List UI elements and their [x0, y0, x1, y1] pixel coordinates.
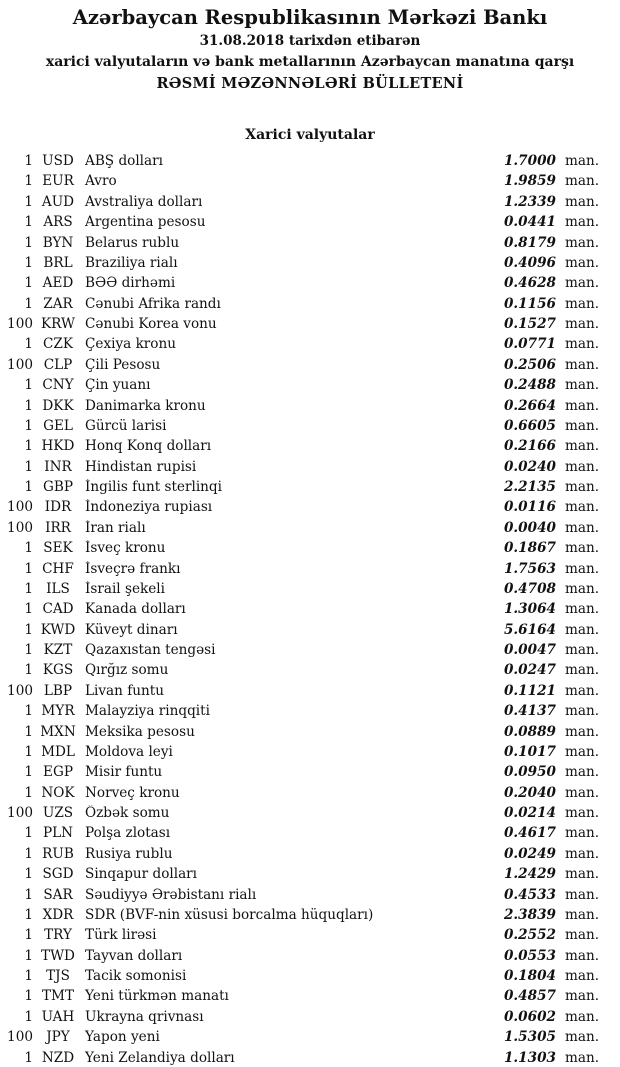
currency-code: TMT	[41, 988, 75, 1005]
rate-value: 0.2040	[503, 784, 556, 801]
currency-code: CZK	[42, 336, 73, 353]
rate-value: 0.2166	[503, 438, 556, 455]
currency-code: CNY	[42, 377, 74, 394]
rate-value: 0.2506	[503, 356, 556, 373]
currency-code: RUB	[42, 845, 74, 862]
quantity: 1	[24, 764, 33, 781]
currency-name: Livan funtu	[85, 682, 164, 699]
quantity: 1	[24, 540, 33, 557]
currency-row-sek	[0, 540, 620, 560]
currency-code: CAD	[42, 601, 74, 618]
quantity: 1	[24, 601, 33, 618]
currency-name: Braziliya rialı	[85, 254, 178, 271]
currency-code: BRL	[43, 254, 73, 271]
currency-code: MYR	[41, 703, 75, 720]
unit-label: man.	[565, 499, 600, 516]
rate-value: 0.2664	[503, 397, 556, 414]
rate-value: 0.0247	[503, 662, 556, 679]
currency-name: Səudiyyə Ərəbistanı rialı	[85, 886, 257, 903]
currency-code: KWD	[40, 621, 76, 638]
unit-label: man.	[565, 479, 600, 495]
currency-code: XDR	[42, 906, 74, 923]
unit-label: man.	[565, 214, 600, 231]
quantity: 100	[7, 805, 33, 821]
currency-row-zar	[0, 296, 620, 316]
currency-code: IRR	[45, 519, 71, 536]
rate-value: 0.1156	[503, 295, 556, 312]
quantity: 1	[24, 1008, 33, 1025]
rate-value: 1.2429	[503, 866, 556, 883]
currency-row-xdr	[0, 907, 620, 927]
unit-label: man.	[565, 1029, 600, 1046]
unit-label: man.	[565, 703, 600, 720]
quantity: 1	[24, 968, 33, 984]
bulletin-title: RƏSMİ MƏZƏNNƏLƏRİ BÜLLETENİ	[156, 75, 464, 92]
currency-row-czk	[0, 336, 620, 356]
currency-row-kzt	[0, 642, 620, 662]
currency-row-pln	[0, 825, 620, 845]
currency-row-egp	[0, 764, 620, 784]
unit-label: man.	[565, 988, 600, 1005]
currency-code: SEK	[43, 540, 73, 557]
exchange-rates-table	[0, 153, 620, 1067]
unit-label: man.	[565, 927, 600, 944]
rate-value: 0.1804	[503, 968, 556, 984]
quantity: 1	[24, 560, 33, 577]
currency-name: Yapon yeni	[85, 1029, 160, 1046]
currency-row-nok	[0, 785, 620, 805]
currency-row-rub	[0, 846, 620, 866]
currency-row-sgd	[0, 866, 620, 886]
currency-code: LBP	[43, 682, 73, 699]
currency-row-chf	[0, 561, 620, 581]
currency-code: ZAR	[43, 295, 73, 312]
currency-name: Malayziya rinqqiti	[85, 703, 210, 720]
currency-row-uah	[0, 1009, 620, 1029]
unit-label: man.	[565, 743, 600, 760]
quantity: 1	[24, 723, 33, 740]
currency-name: Sinqapur dolları	[85, 866, 198, 883]
currency-row-inr	[0, 459, 620, 479]
currency-row-cad	[0, 601, 620, 621]
rate-value: 0.1121	[503, 682, 556, 699]
currency-name: Türk lirəsi	[85, 927, 157, 944]
quantity: 1	[24, 1049, 33, 1066]
rate-value: 0.0553	[503, 947, 556, 964]
rate-value: 0.0771	[503, 336, 556, 353]
rate-value: 0.1527	[503, 316, 556, 332]
rate-value: 1.3064	[503, 601, 556, 618]
currency-row-kwd	[0, 622, 620, 642]
currency-code: EGP	[43, 764, 73, 781]
currency-name: İsrail şekeli	[85, 580, 165, 597]
currency-row-jpy	[0, 1029, 620, 1049]
currency-code: ILS	[46, 580, 70, 597]
unit-label: man.	[565, 580, 600, 597]
currency-code: DKK	[42, 397, 74, 414]
rate-value: 5.6164	[503, 621, 556, 638]
rate-value: 0.4096	[503, 254, 556, 271]
quantity: 1	[24, 377, 33, 394]
rate-value: 0.0040	[503, 519, 556, 536]
currency-row-ars	[0, 214, 620, 234]
currency-code: GEL	[43, 417, 73, 434]
currency-row-tmt	[0, 988, 620, 1008]
unit-label: man.	[565, 845, 600, 862]
currency-row-irr	[0, 520, 620, 540]
quantity: 1	[24, 906, 33, 923]
unit-label: man.	[565, 377, 600, 394]
currency-code: AUD	[41, 193, 75, 210]
currency-row-ils	[0, 581, 620, 601]
unit-label: man.	[565, 906, 600, 923]
unit-label: man.	[565, 275, 600, 292]
currency-row-mxn	[0, 724, 620, 744]
currency-name: Özbək somu	[85, 805, 170, 821]
currency-row-mdl	[0, 744, 620, 764]
quantity: 1	[24, 397, 33, 414]
currency-name: Yeni Zelandiya dolları	[85, 1049, 235, 1066]
currency-row-krw	[0, 316, 620, 336]
quantity: 100	[7, 316, 33, 332]
unit-label: man.	[565, 417, 600, 434]
unit-label: man.	[565, 1008, 600, 1025]
currency-row-kgs	[0, 662, 620, 682]
currency-code: JPY	[46, 1029, 70, 1046]
unit-label: man.	[565, 886, 600, 903]
currency-name: Ukrayna qrivnası	[85, 1008, 204, 1025]
rate-value: 0.2488	[503, 377, 556, 394]
quantity: 1	[24, 458, 33, 475]
currency-code: UZS	[42, 805, 74, 821]
unit-label: man.	[565, 295, 600, 312]
currency-name: İndoneziya rupiası	[85, 499, 213, 516]
currency-code: KZT	[43, 642, 73, 658]
unit-label: man.	[565, 193, 600, 210]
currency-row-gel	[0, 418, 620, 438]
currency-name: Qazaxıstan tengəsi	[85, 642, 216, 658]
rate-value: 0.0441	[503, 214, 556, 231]
currency-code: NZD	[41, 1049, 75, 1066]
unit-label: man.	[565, 397, 600, 414]
currency-name: Avstraliya dolları	[85, 193, 203, 210]
currency-code: TWD	[41, 947, 75, 964]
currency-row-byn	[0, 235, 620, 255]
currency-name: Rusiya rublu	[85, 845, 173, 862]
unit-label: man.	[565, 1049, 600, 1066]
currency-name: SDR (BVF-nin xüsusi borcalma hüquqları)	[85, 906, 374, 923]
currency-name: Kanada dolları	[85, 601, 186, 618]
quantity: 1	[24, 234, 33, 251]
currency-name: Cənubi Korea vonu	[85, 316, 217, 332]
currency-name: Moldova leyi	[85, 743, 173, 760]
unit-label: man.	[565, 519, 600, 536]
currency-row-eur	[0, 173, 620, 193]
currency-row-brl	[0, 255, 620, 275]
rate-value: 0.4857	[503, 988, 556, 1005]
currency-code: UAH	[41, 1008, 75, 1025]
rate-value: 0.0889	[503, 723, 556, 740]
currency-name: Avro	[85, 173, 117, 190]
unit-label: man.	[565, 621, 600, 638]
currency-name: Qırğız somu	[85, 662, 169, 679]
rate-value: 0.4628	[503, 275, 556, 292]
currency-code: AED	[42, 275, 74, 292]
rate-value: 1.9859	[503, 173, 556, 190]
unit-label: man.	[565, 356, 600, 373]
quantity: 100	[7, 519, 33, 536]
currency-name: İngilis funt sterlinqi	[85, 479, 222, 495]
currency-name: İran rialı	[85, 519, 146, 536]
quantity: 1	[24, 214, 33, 231]
currency-name: Hindistan rupisi	[85, 458, 197, 475]
quantity: 100	[7, 682, 33, 699]
unit-label: man.	[565, 968, 600, 984]
unit-label: man.	[565, 336, 600, 353]
rate-value: 0.2552	[503, 927, 556, 944]
rate-value: 0.4533	[503, 886, 556, 903]
quantity: 1	[24, 621, 33, 638]
rate-value: 1.7000	[503, 153, 556, 169]
currency-name: Tayvan dolları	[85, 947, 183, 964]
unit-label: man.	[565, 682, 600, 699]
quantity: 1	[24, 295, 33, 312]
quantity: 1	[24, 927, 33, 944]
rate-value: 0.0950	[503, 764, 556, 781]
currency-row-lbp	[0, 683, 620, 703]
currency-code: NOK	[41, 784, 75, 801]
unit-label: man.	[565, 947, 600, 964]
currency-code: INR	[44, 458, 72, 475]
currency-name: Argentina pesosu	[85, 214, 206, 231]
currency-code: USD	[42, 153, 74, 169]
section-title-foreign-currencies: Xarici valyutalar	[245, 127, 375, 143]
unit-label: man.	[565, 438, 600, 455]
rate-value: 0.0116	[503, 499, 556, 516]
currency-code: SGD	[42, 866, 74, 883]
unit-label: man.	[565, 458, 600, 475]
unit-label: man.	[565, 825, 600, 842]
effective-date-line: 31.08.2018 tarixdən etibarən	[199, 33, 421, 49]
currency-name: Cənubi Afrika randı	[85, 295, 221, 312]
unit-label: man.	[565, 601, 600, 618]
unit-label: man.	[565, 560, 600, 577]
unit-label: man.	[565, 784, 600, 801]
bank-title: Azərbaycan Respublikasının Mərkəzi Bankı	[72, 6, 548, 29]
currency-code: CHF	[42, 560, 74, 577]
quantity: 1	[24, 886, 33, 903]
rate-value: 1.5305	[503, 1029, 556, 1046]
currency-code: KRW	[40, 316, 76, 332]
unit-label: man.	[565, 764, 600, 781]
currency-row-aud	[0, 194, 620, 214]
quantity: 1	[24, 173, 33, 190]
quantity: 1	[24, 254, 33, 271]
quantity: 1	[24, 275, 33, 292]
currency-name: İsveç kronu	[85, 540, 166, 557]
rate-value: 0.6605	[503, 417, 556, 434]
currency-name: Meksika pesosu	[85, 723, 195, 740]
currency-name: Küveyt dinarı	[85, 621, 178, 638]
currency-row-idr	[0, 499, 620, 519]
currency-name: Danimarka kronu	[85, 397, 206, 414]
unit-label: man.	[565, 540, 600, 557]
rate-value: 0.0214	[503, 805, 556, 821]
currency-name: Çili Pesosu	[85, 356, 161, 373]
currency-name: İsveçrə frankı	[85, 560, 181, 577]
currency-name: Polşa zlotası	[85, 825, 171, 842]
currency-row-usd	[0, 153, 620, 173]
rate-value: 2.3839	[503, 906, 556, 923]
quantity: 1	[24, 193, 33, 210]
rate-value: 1.2339	[503, 193, 556, 210]
unit-label: man.	[565, 234, 600, 251]
currency-name: Yeni türkmən manatı	[85, 988, 229, 1005]
quantity: 1	[24, 417, 33, 434]
currency-code: IDR	[44, 499, 72, 516]
quantity: 1	[24, 642, 33, 658]
currency-row-aed	[0, 275, 620, 295]
unit-label: man.	[565, 662, 600, 679]
currency-code: PLN	[42, 825, 74, 842]
currency-row-twd	[0, 948, 620, 968]
currency-row-try	[0, 927, 620, 947]
quantity: 1	[24, 703, 33, 720]
quantity: 1	[24, 153, 33, 169]
currency-code: SAR	[43, 886, 73, 903]
currency-code: GBP	[43, 479, 73, 495]
currency-code: TJS	[46, 968, 70, 984]
currency-name: Gürcü larisi	[85, 417, 167, 434]
unit-label: man.	[565, 642, 600, 658]
quantity: 1	[24, 580, 33, 597]
rate-value: 0.0240	[503, 458, 556, 475]
currency-name: Tacik somonisi	[85, 968, 187, 984]
currency-name: Misir funtu	[85, 764, 163, 781]
currency-row-myr	[0, 703, 620, 723]
currency-name: Belarus rublu	[85, 234, 180, 251]
quantity: 1	[24, 743, 33, 760]
currency-row-clp	[0, 357, 620, 377]
currency-row-gbp	[0, 479, 620, 499]
currency-row-dkk	[0, 398, 620, 418]
currency-code: MDL	[41, 743, 75, 760]
quantity: 1	[24, 947, 33, 964]
rate-value: 0.4708	[503, 580, 556, 597]
quantity: 100	[7, 499, 33, 516]
currency-row-sar	[0, 887, 620, 907]
currency-name: Honq Konq dolları	[85, 438, 212, 455]
quantity: 1	[24, 336, 33, 353]
currency-name: Norveç kronu	[85, 784, 180, 801]
quantity: 1	[24, 825, 33, 842]
quantity: 100	[7, 356, 33, 373]
quantity: 1	[24, 784, 33, 801]
currency-code: ARS	[43, 214, 73, 231]
bulletin-subtitle: xarici valyutaların və bank metallarının Azərbaycan manatına qarşı	[45, 54, 575, 70]
rate-value: 0.0249	[503, 845, 556, 862]
currency-row-tjs	[0, 968, 620, 988]
unit-label: man.	[565, 866, 600, 883]
currency-name: ABŞ dolları	[85, 153, 163, 169]
quantity: 1	[24, 438, 33, 455]
rate-value: 0.1017	[503, 743, 556, 760]
rate-value: 2.2135	[503, 479, 556, 495]
currency-row-nzd	[0, 1050, 620, 1067]
rate-value: 0.0047	[503, 642, 556, 658]
unit-label: man.	[565, 153, 600, 169]
currency-code: CLP	[43, 356, 73, 373]
quantity: 1	[24, 988, 33, 1005]
unit-label: man.	[565, 254, 600, 271]
rate-value: 0.8179	[503, 234, 556, 251]
currency-row-cny	[0, 377, 620, 397]
bulletin-header	[0, 0, 620, 94]
rate-value: 1.1303	[503, 1049, 556, 1066]
quantity: 1	[24, 866, 33, 883]
currency-code: EUR	[42, 173, 74, 190]
currency-row-uzs	[0, 805, 620, 825]
currency-code: KGS	[42, 662, 74, 679]
unit-label: man.	[565, 723, 600, 740]
currency-name: BƏƏ dirhəmi	[85, 275, 176, 292]
currency-name: Çin yuanı	[85, 377, 151, 394]
currency-name: Çexiya kronu	[85, 336, 176, 353]
rate-value: 0.4617	[503, 825, 556, 842]
currency-code: TRY	[44, 927, 72, 944]
rate-value: 0.1867	[503, 540, 556, 557]
unit-label: man.	[565, 173, 600, 190]
unit-label: man.	[565, 316, 600, 332]
quantity: 1	[24, 845, 33, 862]
currency-code: BYN	[42, 234, 74, 251]
currency-code: HKD	[41, 438, 75, 455]
currency-code: MXN	[40, 723, 76, 740]
rate-value: 0.0602	[503, 1008, 556, 1025]
quantity: 1	[24, 662, 33, 679]
quantity: 100	[7, 1029, 33, 1046]
quantity: 1	[24, 479, 33, 495]
unit-label: man.	[565, 805, 600, 821]
currency-row-hkd	[0, 438, 620, 458]
rate-value: 0.4137	[503, 703, 556, 720]
rate-value: 1.7563	[503, 560, 556, 577]
